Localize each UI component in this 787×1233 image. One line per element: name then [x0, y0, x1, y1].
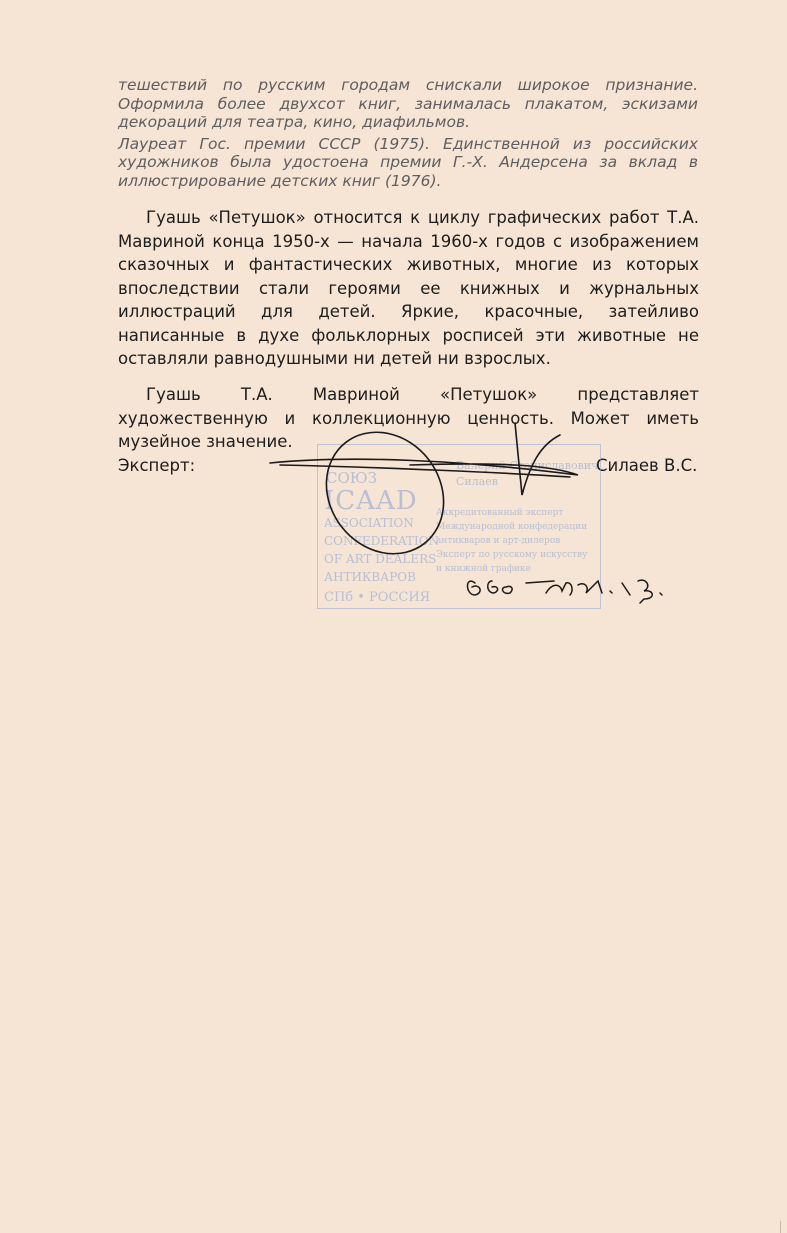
valuation-paragraph: Гуашь Т.А. Мавриной «Петушок» представляет художественную и коллекционную ценность. Может иметь музейное значение. — [118, 385, 699, 451]
svg-text:АНТИКВАРОВ: АНТИКВАРОВ — [324, 570, 416, 584]
svg-text:Силаев: Силаев — [456, 475, 498, 488]
svg-text:антикваров и арт-дилеров: антикваров и арт-дилеров — [436, 536, 561, 546]
svg-text:СОЮЗ: СОЮЗ — [326, 469, 378, 487]
svg-text:OF ART DEALERS: OF ART DEALERS — [324, 552, 437, 566]
svg-text:Валерий Станиславович: Валерий Станиславович — [456, 459, 599, 472]
description-paragraph: Гуашь «Петушок» относится к циклу графических работ Т.А. Мавриной конца 1950-х — начала 1960-х годов с изображением сказочных и фантастических животных, многие из которых впоследствии стали героями ее книжных и журнальных иллюстраций для детей. Яркие, красочные, затейливо написанные в духе фольклорных росписей эти животные не оставляли равнодушными ни детей ни взрослых. — [118, 208, 699, 368]
bio-paragraph-2: Лауреат Гос. премии СССР (1975). Единственной из российских художников была удостоена премии Г.-Х. Андерсена за вклад в иллюстрирование детских книг (1976). — [118, 134, 698, 190]
biography-note — [118, 76, 698, 190]
svg-text:СПб • РОССИЯ: СПб • РОССИЯ — [324, 590, 431, 605]
page-edge-mark — [780, 1221, 781, 1233]
svg-text:и книжной графике: и книжной графике — [436, 564, 531, 574]
svg-text:ICAAD: ICAAD — [324, 486, 418, 516]
svg-text:Эксперт по русскому искусству: Эксперт по русскому искусству — [436, 550, 588, 560]
svg-text:Аккредитованный эксперт: Аккредитованный эксперт — [436, 508, 564, 518]
expert-label: Эксперт: — [118, 456, 196, 475]
svg-text:ASSOCIATION: ASSOCIATION — [324, 516, 414, 530]
svg-text:CONFEDERATION: CONFEDERATION — [324, 534, 440, 548]
stamp-text-icon — [323, 459, 598, 605]
signature-and-stamp-graphic — [260, 405, 700, 615]
bio-paragraph-1: тешествий по русским городам снискали широкое признание. Оформила более двухсот книг, занималась плакатом, эскизами декораций для театра, кино, диафильмов. — [118, 76, 698, 131]
expert-name: Силаев В.С. — [596, 456, 698, 475]
svg-text:Международной конфедерации: Международной конфедерации — [436, 522, 588, 532]
handwritten-date-icon — [468, 580, 663, 603]
